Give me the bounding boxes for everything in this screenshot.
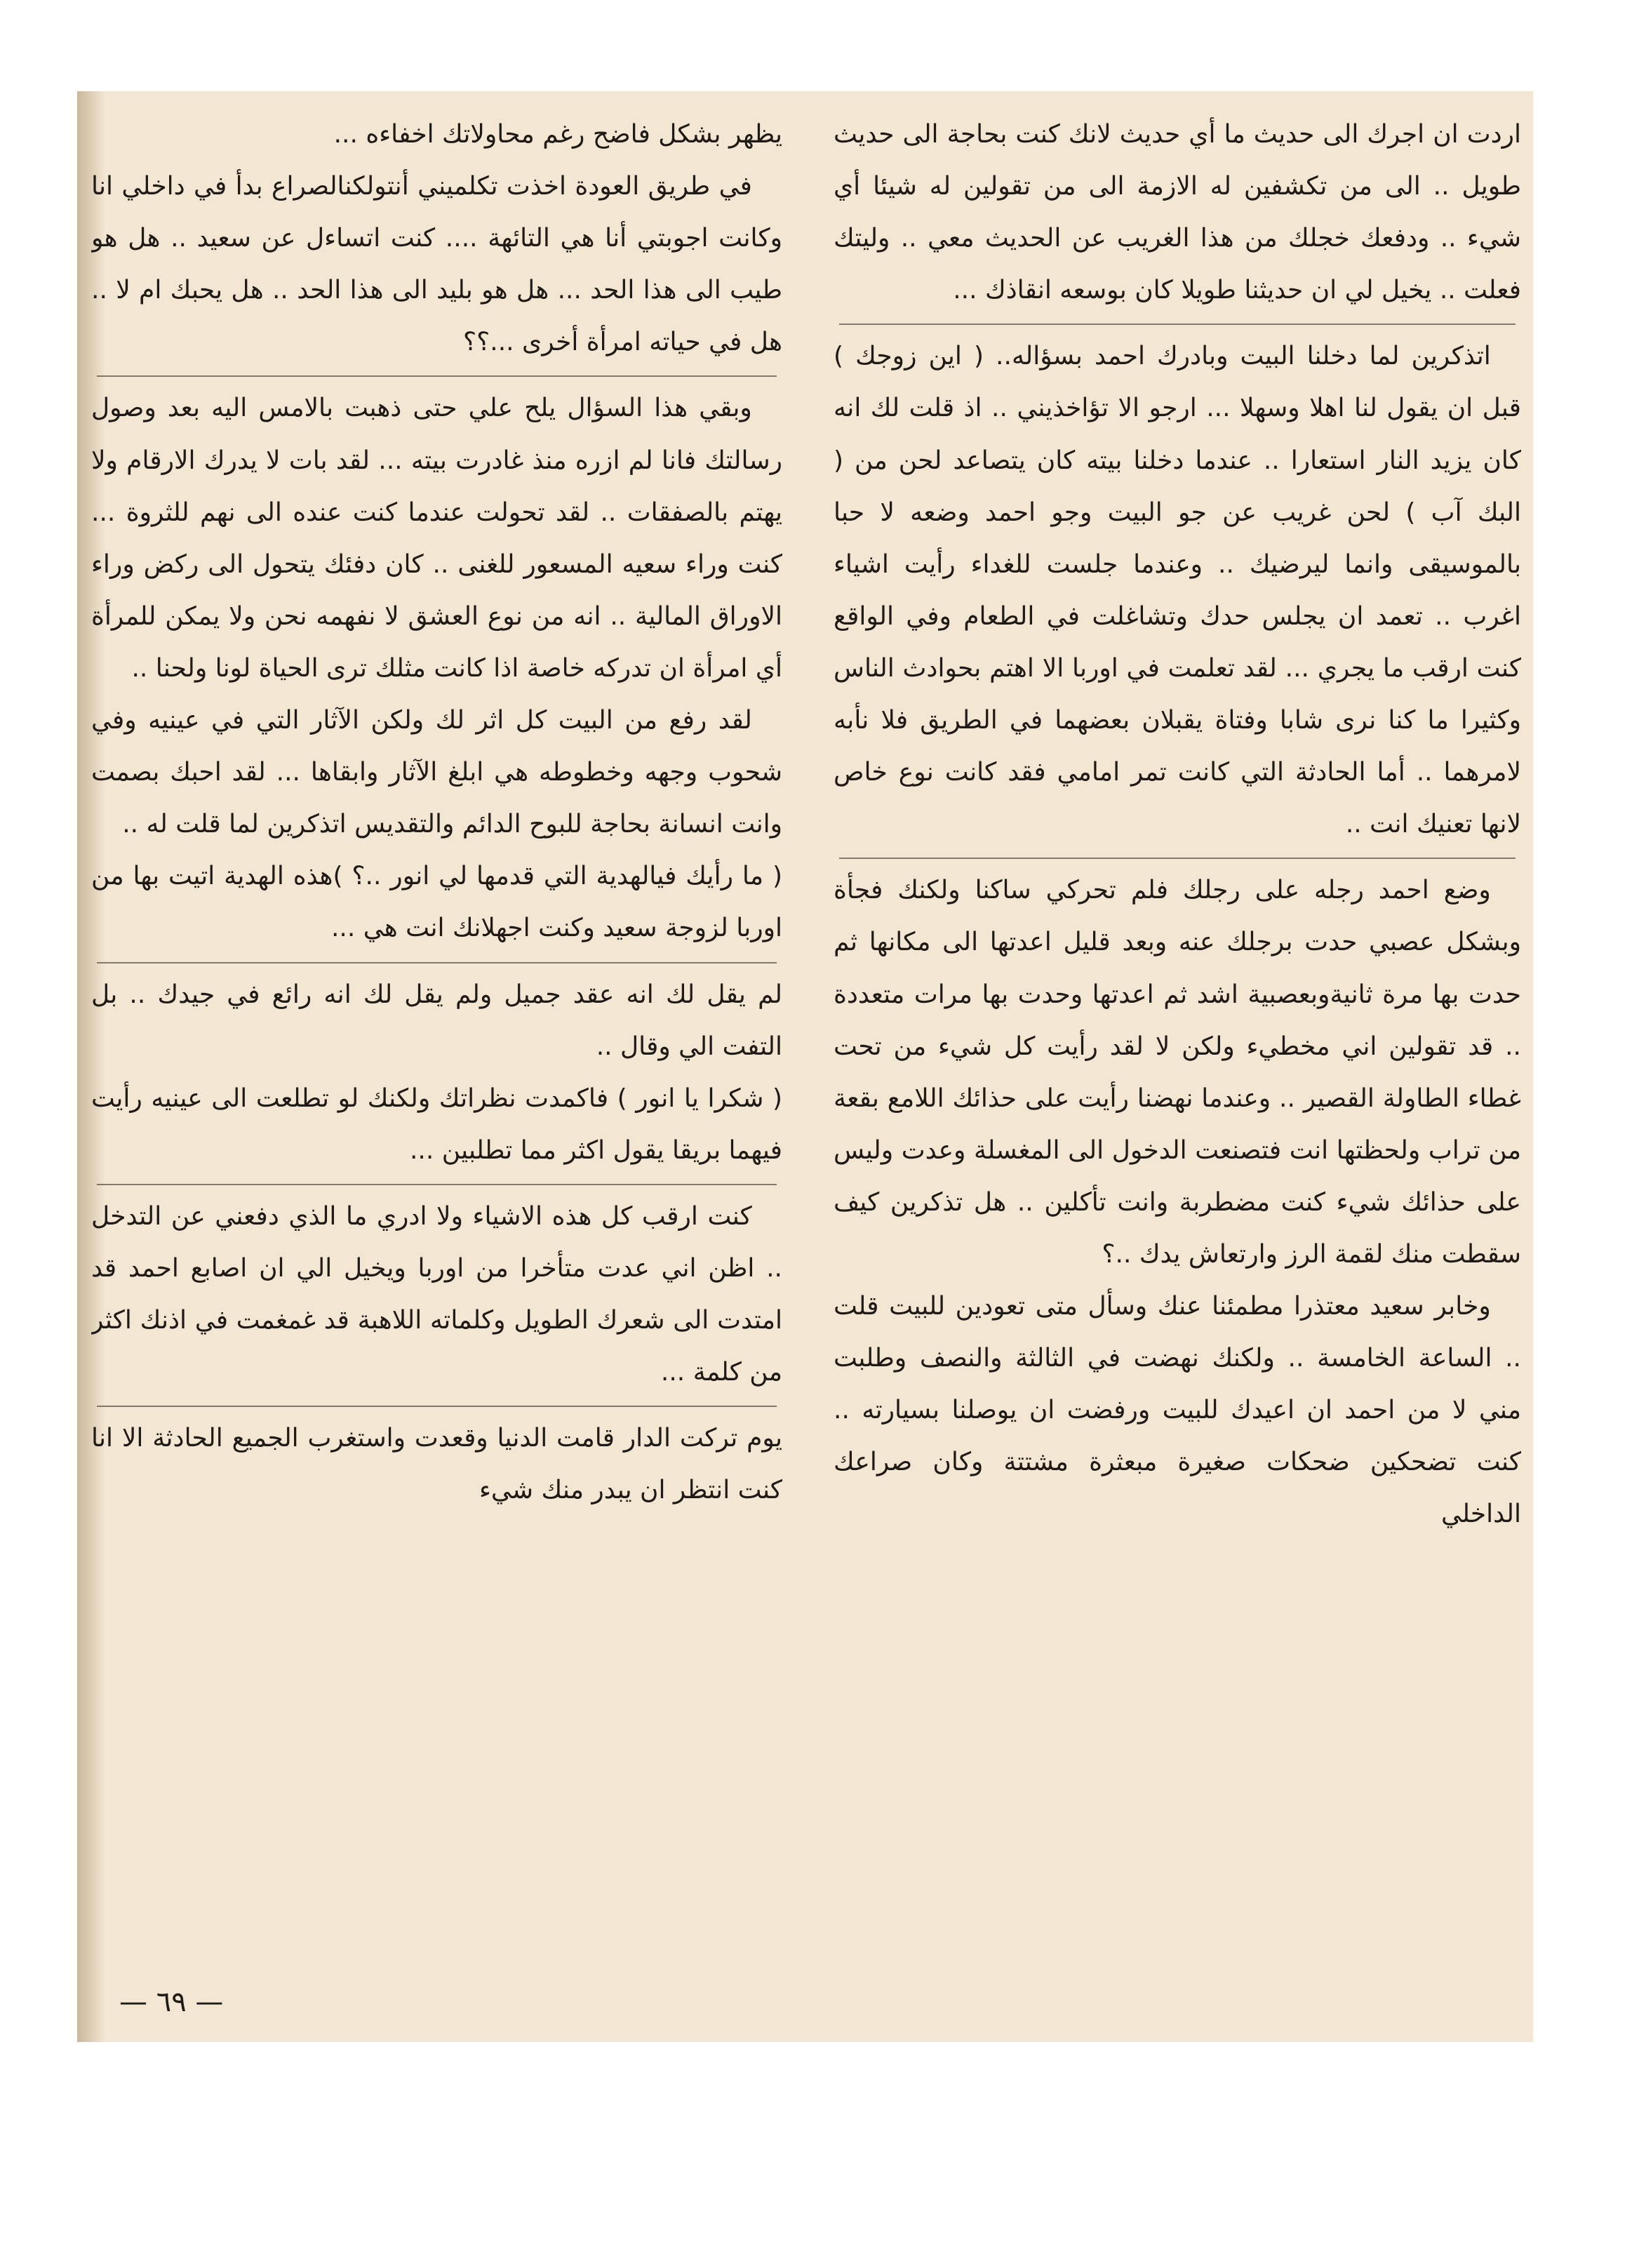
left-text-column — [91, 109, 782, 2017]
paragraph: ( شكرا يا انور ) فاكمدت نظراتك ولكنك لو تطلعت الى عينيه رأيت فيهما بريقا يقول اكثر مما تطلبين ... — [91, 1083, 782, 1165]
page-number: — ٦٩ — — [119, 1986, 224, 2018]
paragraph-divider — [97, 962, 777, 963]
paragraph: لم يقل لك انه عقد جميل ولم يقل لك انه رائع في جيدك .. بل التفت الي وقال .. — [91, 980, 782, 1061]
paragraph-divider — [839, 858, 1516, 859]
paragraph: وضع احمد رجله على رجلك فلم تحركي ساكنا ولكنك فجأة وبشكل عصبي حدت برجلك عنه وبعد قليل اعدتها الى مكانها ثم حدت بها مرة ثانيةوبعصبية اشد ثم اعدتها وحدت بها مرات متعددة .. قد تقولين اني مخطيء ولكن لا لقد رأيت كل شيء من تحت غطاء الطاولة القصير .. وعندما نهضنا رأيت على حذائك اللامع بقعة من تراب ولحظتها انت فتصنعت الدخول الى المغسلة وعدت وليس على حذائك شيء كنت مضطربة وانت تأكلين .. هل تذكرين كيف سقطت منك لقمة الرز وارتعاش يدك ..؟ — [834, 876, 1521, 1269]
paragraph: يوم تركت الدار قامت الدنيا وقعدت واستغرب الجميع الحادثة الا انا كنت انتظر ان يبدر منك شيء — [91, 1424, 782, 1505]
paragraph: كنت ارقب كل هذه الاشياء ولا ادري ما الذي دفعني عن التدخل .. اظن اني عدت متأخرا من اوربا ويخيل الي ان اصابع احمد قد امتدت الى شعرك الطويل وكلماته اللاهبة قد غمغمت في اذنك اكثر من كلمة ... — [91, 1201, 782, 1387]
paragraph: ( ما رأيك فيالهدية التي قدمها لي انور ..؟ )هذه الهدية اتيت بها من اوربا لزوجة سعيد وكنت اجهلانك انت هي ... — [91, 862, 782, 943]
paragraph-divider — [97, 375, 777, 377]
paragraph: وبقي هذا السؤال يلح علي حتى ذهبت بالامس اليه بعد وصول رسالتك فانا لم ازره منذ غادرت بيته ... لقد بات لا يدرك الارقام ولا يهتم بالصفقات .. لقد تحولت عندما كنت عنده الى نهم للثروة ... كنت وراء سعيه المسعور للغنى .. كان دفئك يتحول الى ركض وراء الاوراق المالية .. انه من نوع العشق لا نفهمه نحن ولا يمكن للمرأة أي امرأة ان تدركه خاصة اذا كانت مثلك ترى الحياة لونا ولحنا .. — [91, 394, 782, 683]
paragraph-divider — [97, 1184, 777, 1185]
paragraph-divider — [839, 323, 1516, 325]
paragraph-divider — [97, 1406, 777, 1407]
magazine-page — [77, 91, 1533, 2042]
paragraph: يظهر بشكل فاضح رغم محاولاتك اخفاءه ... — [333, 120, 782, 149]
paragraph: اتذكرين لما دخلنا البيت وبادرك احمد بسؤاله.. ( اين زوجك ) قبل ان يقول لنا اهلا وسهلا ... ارجو الا تؤاخذيني .. اذ قلت لك انه كان يزيد النار استعارا .. عندما دخلنا بيته كان يتصاعد لحن من ( البك آب ) لحن غريب عن جو البيت وجو احمد وضعه لا حبا بالموسيقى وانما ليرضيك .. وعندما جلست للغداء رأيت اشياء اغرب .. تعمد ان يجلس حدك وتشاغلت في الطعام وفي الواقع كنت ارقب ما يجري ... لقد تعلمت في اوربا الا اهتم بحوادث الناس وكثيرا ما كنا نرى شابا وفتاة يقبلان بعضهما في الطريق فلا نأبه لامرهما .. أما الحادثة التي كانت تمر امامي فقد كانت نوع خاص لانها تعنيك انت .. — [834, 342, 1521, 839]
right-text-column — [834, 109, 1521, 2032]
paragraph: في طريق العودة اخذت تكلميني أنتولكنالصراع بدأ في داخلي انا وكانت اجوبتي أنا هي التائهة .... كنت اتساءل عن سعيد .. هل هو طيب الى هذا الحد ... هل هو بليد الى هذا الحد .. هل يحبك ام لا .. هل في حياته امرأة أخرى ...؟؟ — [91, 172, 782, 357]
paragraph: لقد رفع من البيت كل اثر لك ولكن الآثار التي في عينيه وفي شحوب وجهه وخطوطه هي ابلغ الآثار وابقاها ... لقد احبك بصمت وانت انسانة بحاجة للبوح الدائم والتقديس اتذكرين لما قلت له .. — [91, 706, 782, 839]
paragraph: وخابر سعيد معتذرا مطمئنا عنك وسأل متى تعودين للبيت قلت .. الساعة الخامسة .. ولكنك نهضت في الثالثة والنصف وطلبت مني لا من احمد ان اعيدك للبيت ورفضت ان يوصلنا بسيارته .. كنت تضحكين ضحكات صغيرة مبعثرة مشتتة وكان صراعك الداخلي — [834, 1292, 1521, 1529]
paragraph: اردت ان اجرك الى حديث ما أي حديث لانك كنت بحاجة الى حديث طويل .. الى من تكشفين له الازمة الى من تقولين له شيئا أي شيء .. ودفعك خجلك من هذا الغريب عن الحديث معي .. وليتك فعلت .. يخيل لي ان حديثنا طويلا كان بوسعه انقاذك ... — [834, 120, 1521, 305]
